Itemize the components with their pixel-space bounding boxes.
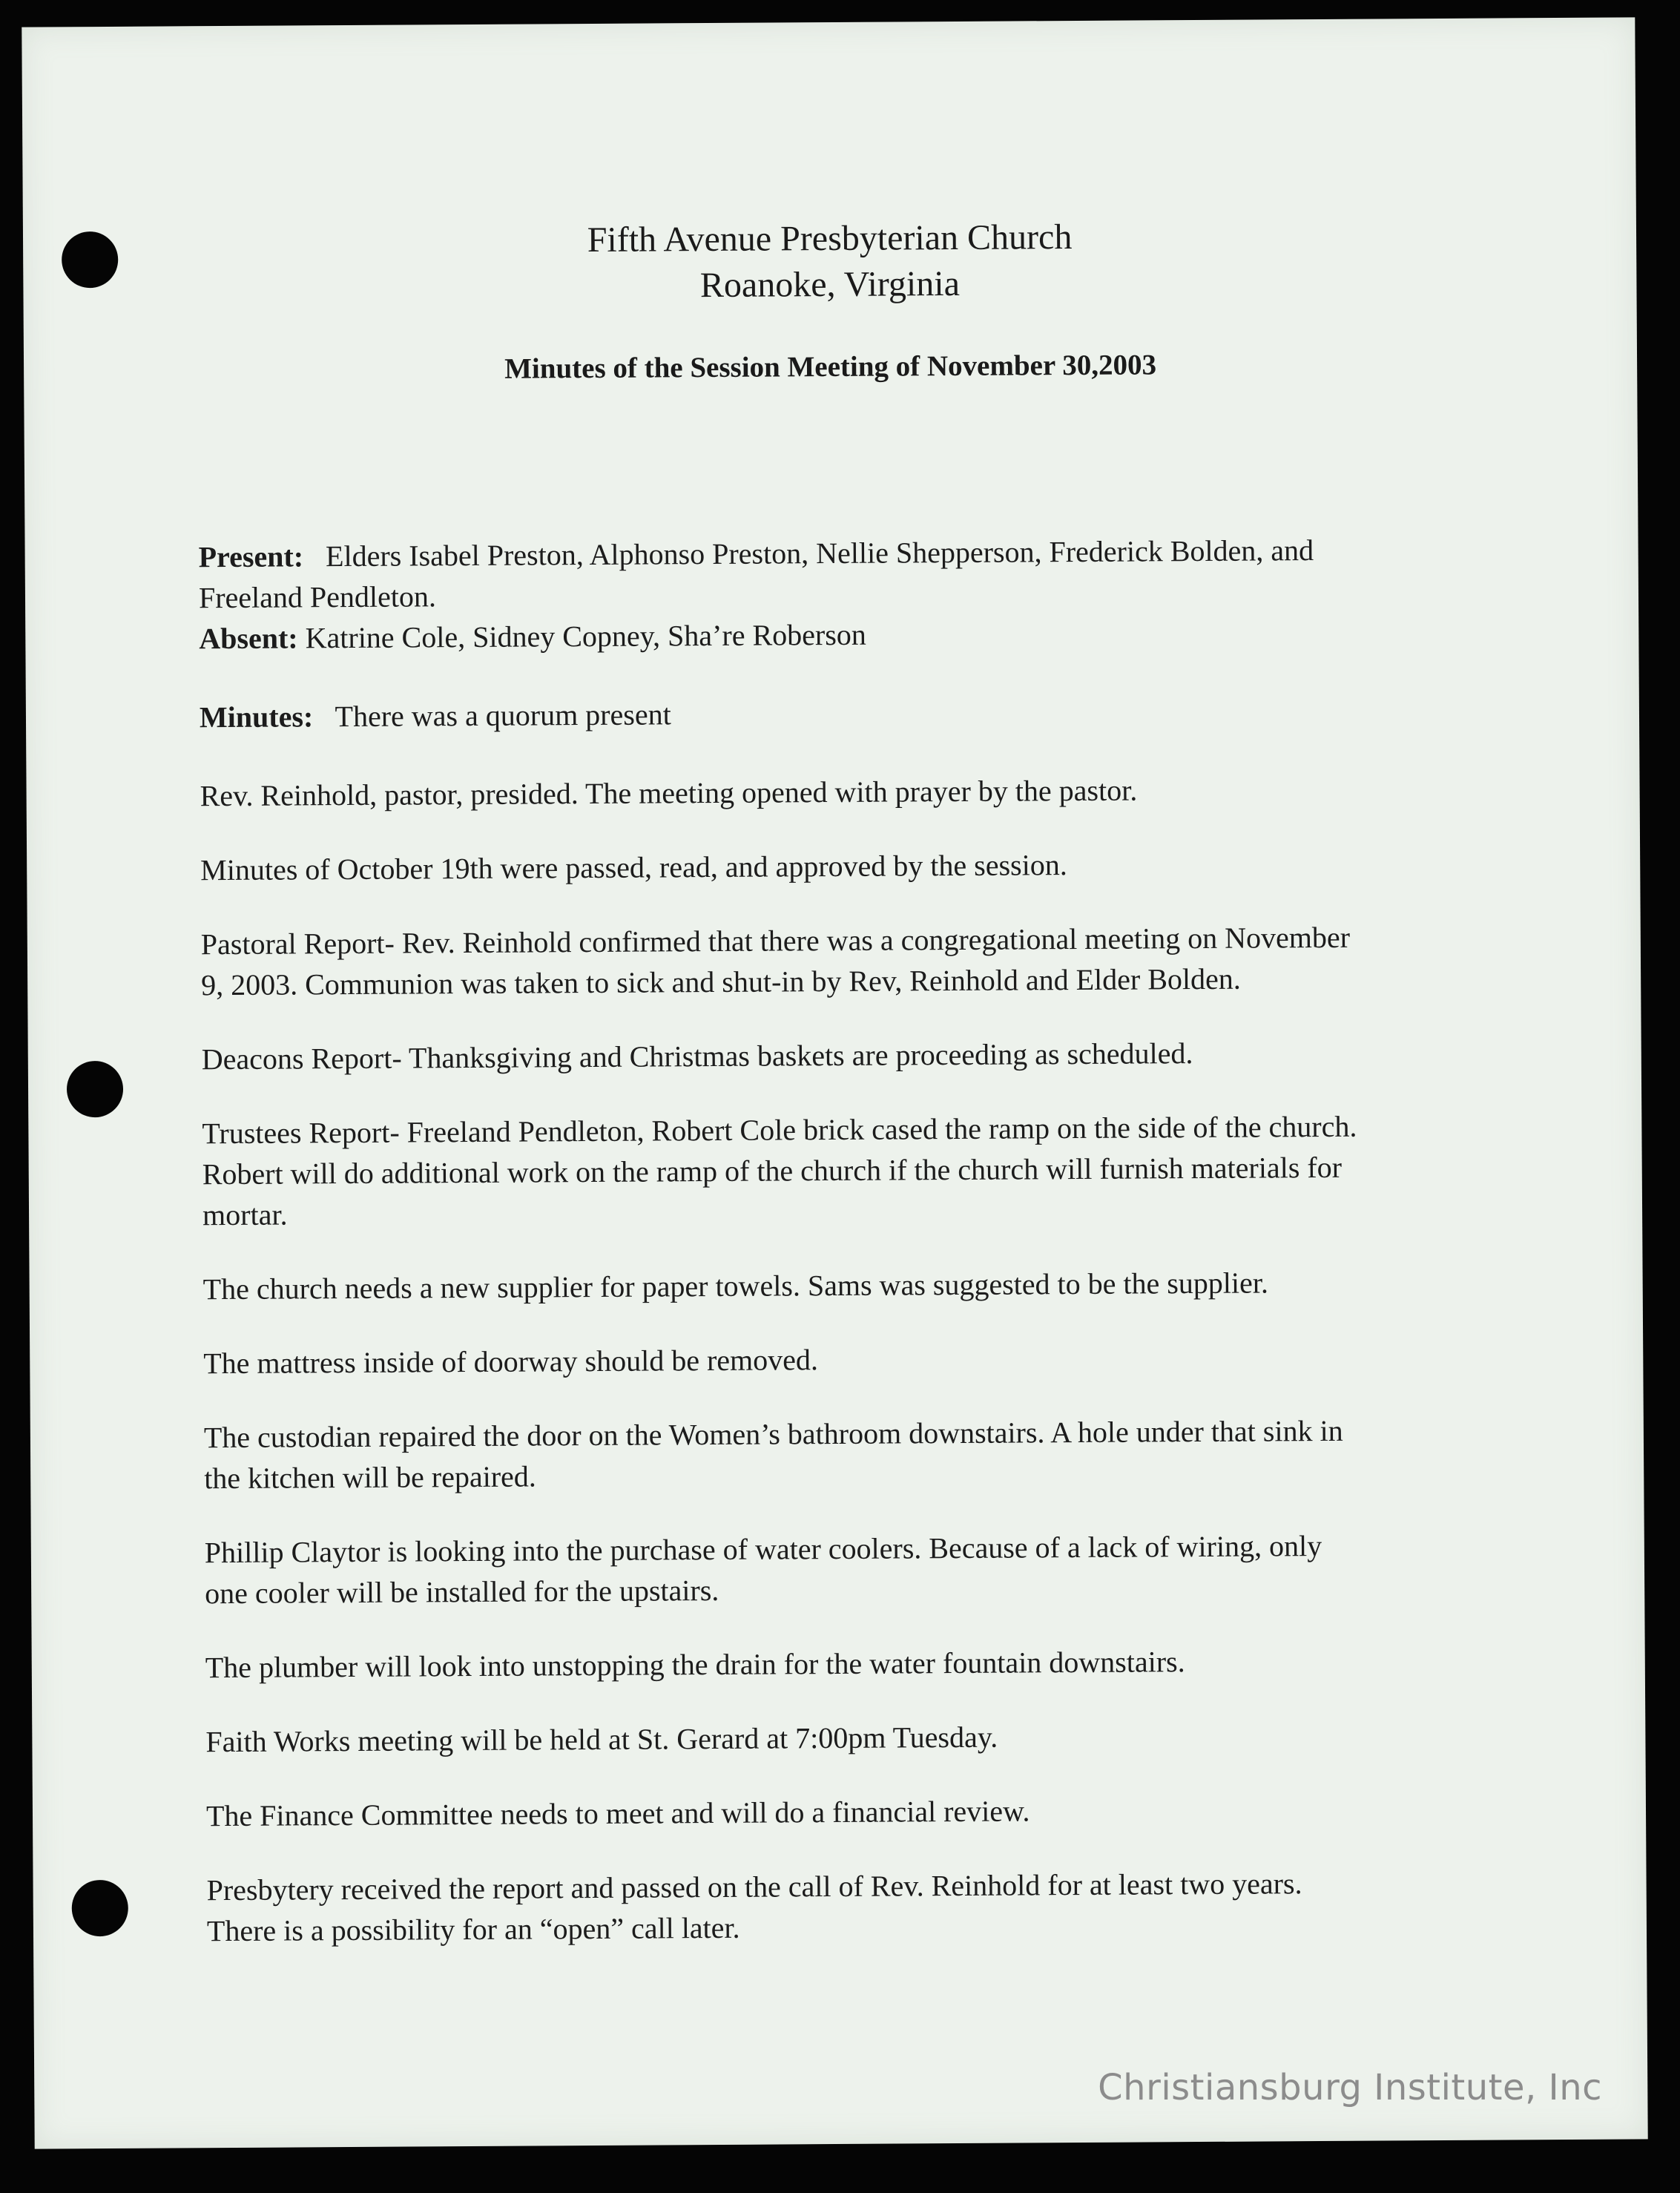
paragraph-water-coolers-cont: one cooler will be installed for the upstairs. [205,1573,719,1611]
meeting-title: Minutes of the Session Meeting of November 30,2003 [504,349,1157,385]
present-text: Elders Isabel Preston, Alphonso Preston, Nellie Shepperson, Frederick Bolden, and [325,533,1314,573]
punch-hole-bottom [72,1880,128,1936]
paragraph-prior-minutes: Minutes of October 19th were passed, read, and approved by the session. [200,848,1067,887]
paragraph-paper-towels: The church needs a new supplier for paper towels. Sams was suggested to be the supplier. [202,1266,1269,1306]
minutes-text: There was a quorum present [335,697,671,734]
paragraph-deacons-report: Deacons Report- Thanksgiving and Christmas baskets are proceeding as scheduled. [201,1036,1193,1076]
paragraph-trustees-report: Trustees Report- Freeland Pendleton, Robert Cole brick cased the ramp on the side of the church. [202,1109,1357,1151]
punch-hole-middle [67,1061,123,1117]
paragraph-trustees-report-end: mortar. [202,1197,288,1232]
minutes-label: Minutes: [199,700,314,734]
absent-text: Katrine Cole, Sidney Copney, Sha’re Roberson [305,617,866,655]
paragraph-water-coolers: Phillip Claytor is looking into the purchase of water coolers. Because of a lack of wiring, only [204,1529,1322,1570]
minutes-line [200,688,1535,737]
absent-line [199,610,1534,659]
paragraph-custodian-cont: the kitchen will be repaired. [204,1459,536,1496]
paragraph-trustees-report-cont: Robert will do additional work on the ramp of the church if the church will furnish materials for [202,1150,1343,1191]
watermark: Christiansburg Institute, Inc [1098,2067,1602,2108]
paragraph-presided: Rev. Reinhold, pastor, presided. The meeting opened with prayer by the pastor. [200,773,1138,813]
present-label: Present: [198,539,304,574]
church-name: Fifth Avenue Presbyterian Church [587,217,1073,260]
paragraph-pastoral-report: Pastoral Report- Rev. Reinhold confirmed that there was a congregational meeting on November [200,920,1351,961]
paragraph-finance-committee: The Finance Committee needs to meet and will do a financial review. [205,1794,1030,1833]
paragraph-presbytery-cont: There is a possibility for an “open” call later. [206,1910,740,1948]
present-continuation: Freeland Pendleton. [198,579,437,615]
absent-label: Absent: [199,621,298,656]
paragraph-pastoral-report-cont: 9, 2003. Communion was taken to sick and shut-in by Rev, Reinhold and Elder Bolden. [201,961,1241,1002]
paragraph-custodian: The custodian repaired the door on the Women’s bathroom downstairs. A hole under that sink in [203,1413,1343,1455]
document-page [22,17,1647,2148]
paragraph-plumber: The plumber will look into unstopping the drain for the water fountain downstairs. [205,1645,1185,1685]
paragraph-presbytery: Presbytery received the report and passed on the call of Rev. Reinhold for at least two years. [206,1867,1302,1907]
paragraph-faith-works: Faith Works meeting will be held at St. Gerard at 7:00pm Tuesday. [205,1720,998,1759]
church-city: Roanoke, Virginia [699,263,961,306]
paragraph-mattress: The mattress inside of doorway should be removed. [203,1343,819,1381]
